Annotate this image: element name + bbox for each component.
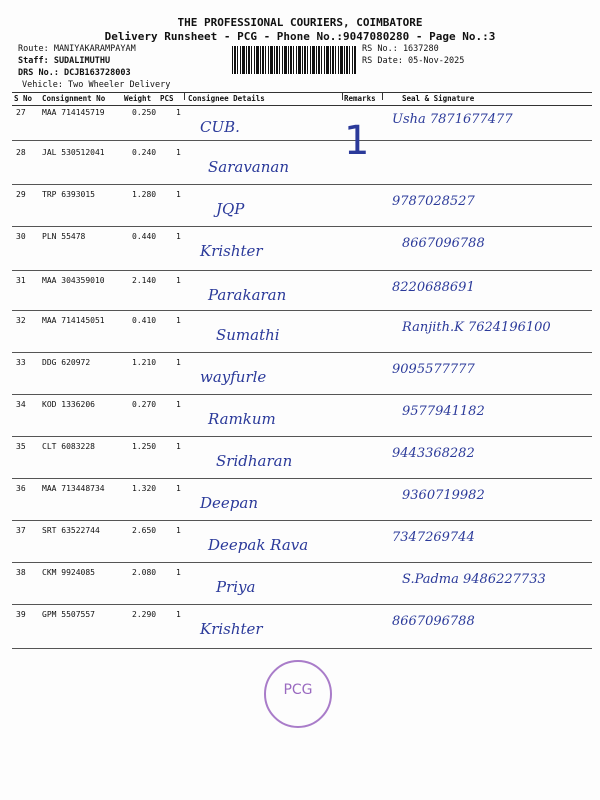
row-sno: 27 (16, 108, 26, 117)
stamp-text: PCG (283, 682, 313, 698)
row-sno: 33 (16, 358, 26, 367)
receiver-signature: 9360719982 (402, 488, 485, 503)
row-consignment: DDG 620972 (42, 358, 91, 367)
row-weight: 2.140 (132, 276, 157, 285)
receiver-signature: 9787028527 (392, 194, 475, 209)
receiver-signature: S.Padma 9486227733 (402, 572, 546, 587)
col-pcs: PCS (160, 94, 174, 103)
consignee-signature-name: Saravanan (208, 158, 290, 176)
receiver-signature: 8667096788 (392, 614, 475, 629)
row-weight: 1.250 (132, 442, 157, 451)
row-pcs: 1 (176, 358, 181, 367)
row-sno: 36 (16, 484, 26, 493)
consignee-signature-name: wayfurle (200, 368, 267, 386)
runsheet-subtitle: Delivery Runsheet - PCG - Phone No.:9047080280 - Page No.:3 (104, 30, 496, 43)
col-consignee: Consignee Details (188, 94, 265, 103)
receiver-signature: 9577941182 (402, 404, 485, 419)
row-sno: 31 (16, 276, 26, 285)
drs-number: DRS No.: DCJB163728003 (18, 68, 131, 78)
row-pcs: 1 (176, 400, 181, 409)
receiver-signature: Ranjith.K 7624196100 (402, 320, 551, 335)
table-header (12, 92, 592, 106)
row-consignment: MAA 713448734 (42, 484, 105, 493)
route-label: Route: MANIYAKARAMPAYAM (18, 44, 136, 54)
row-weight: 1.320 (132, 484, 157, 493)
consignee-signature-name: Priya (216, 578, 256, 596)
row-weight: 2.650 (132, 526, 157, 535)
row-separator (12, 140, 592, 141)
row-consignment: MAA 714145051 (42, 316, 105, 325)
row-sno: 37 (16, 526, 26, 535)
row-sno: 34 (16, 400, 26, 409)
row-pcs: 1 (176, 232, 181, 241)
consignee-signature-name: JQP (216, 200, 245, 218)
row-consignment: TRP 6393015 (42, 190, 95, 199)
consignee-signature-name: Krishter (200, 620, 263, 638)
row-consignment: CKM 9924085 (42, 568, 95, 577)
row-weight: 2.080 (132, 568, 157, 577)
row-pcs: 1 (176, 148, 181, 157)
row-consignment: MAA 714145719 (42, 108, 105, 117)
row-separator (12, 310, 592, 311)
divider (342, 92, 343, 100)
row-separator (12, 478, 592, 479)
consignee-signature-name: Ramkum (208, 410, 276, 428)
col-weight: Weight (124, 94, 152, 103)
office-stamp (264, 660, 332, 728)
row-consignment: CLT 6083228 (42, 442, 95, 451)
row-sno: 28 (16, 148, 26, 157)
row-sno: 32 (16, 316, 26, 325)
row-separator (12, 352, 592, 353)
row-sno: 30 (16, 232, 26, 241)
row-pcs: 1 (176, 108, 181, 117)
remark-mark: 1 (344, 118, 370, 164)
rs-date: RS Date: 05-Nov-2025 (362, 56, 465, 66)
row-weight: 0.240 (132, 148, 157, 157)
row-weight: 1.280 (132, 190, 157, 199)
row-sno: 39 (16, 610, 26, 619)
row-separator (12, 562, 592, 563)
row-consignment: JAL 530512041 (42, 148, 105, 157)
barcode (232, 46, 356, 74)
row-consignment: MAA 304359010 (42, 276, 105, 285)
row-pcs: 1 (176, 442, 181, 451)
row-sno: 29 (16, 190, 26, 199)
row-pcs: 1 (176, 316, 181, 325)
row-consignment: PLN 55478 (42, 232, 86, 241)
row-weight: 0.250 (132, 108, 157, 117)
receiver-signature: 7347269744 (392, 530, 475, 545)
vehicle-label: Vehicle: Two Wheeler Delivery (22, 80, 171, 90)
col-seal: Seal & Signature (402, 94, 475, 103)
row-pcs: 1 (176, 568, 181, 577)
col-consignment: Consignment No (42, 94, 106, 103)
consignee-signature-name: Sumathi (216, 326, 280, 344)
receiver-signature: 8667096788 (402, 236, 485, 251)
row-sno: 35 (16, 442, 26, 451)
row-weight: 2.290 (132, 610, 157, 619)
receiver-signature: Usha 7871677477 (392, 112, 513, 127)
row-weight: 1.210 (132, 358, 157, 367)
row-consignment: GPM 5507557 (42, 610, 95, 619)
divider (382, 92, 383, 100)
col-sno: S No (14, 94, 33, 103)
row-consignment: KOD 1336206 (42, 400, 95, 409)
row-weight: 0.440 (132, 232, 157, 241)
row-weight: 0.270 (132, 400, 157, 409)
row-separator (12, 270, 592, 271)
col-remarks: Remarks (344, 94, 376, 103)
consignee-signature-name: Krishter (200, 242, 263, 260)
row-pcs: 1 (176, 276, 181, 285)
consignee-signature-name: Deepak Rava (208, 536, 309, 554)
divider (184, 92, 185, 100)
consignee-signature-name: Deepan (200, 494, 258, 512)
row-pcs: 1 (176, 190, 181, 199)
row-pcs: 1 (176, 610, 181, 619)
row-separator (12, 226, 592, 227)
receiver-signature: 9095577777 (392, 362, 475, 377)
row-weight: 0.410 (132, 316, 157, 325)
rs-number: RS No.: 1637280 (362, 44, 439, 54)
row-separator (12, 436, 592, 437)
consignee-signature-name: Parakaran (208, 286, 287, 304)
row-separator (12, 648, 592, 649)
row-separator (12, 184, 592, 185)
receiver-signature: 8220688691 (392, 280, 475, 295)
row-separator (12, 604, 592, 605)
row-pcs: 1 (176, 484, 181, 493)
row-separator (12, 394, 592, 395)
row-separator (12, 520, 592, 521)
row-consignment: SRT 63522744 (42, 526, 100, 535)
consignee-signature-name: CUB. (200, 118, 240, 136)
staff-label: Staff: SUDALIMUTHU (18, 56, 111, 66)
consignee-signature-name: Sridharan (216, 452, 293, 470)
row-sno: 38 (16, 568, 26, 577)
company-title: THE PROFESSIONAL COURIERS, COIMBATORE (177, 16, 423, 29)
receiver-signature: 9443368282 (392, 446, 475, 461)
row-pcs: 1 (176, 526, 181, 535)
